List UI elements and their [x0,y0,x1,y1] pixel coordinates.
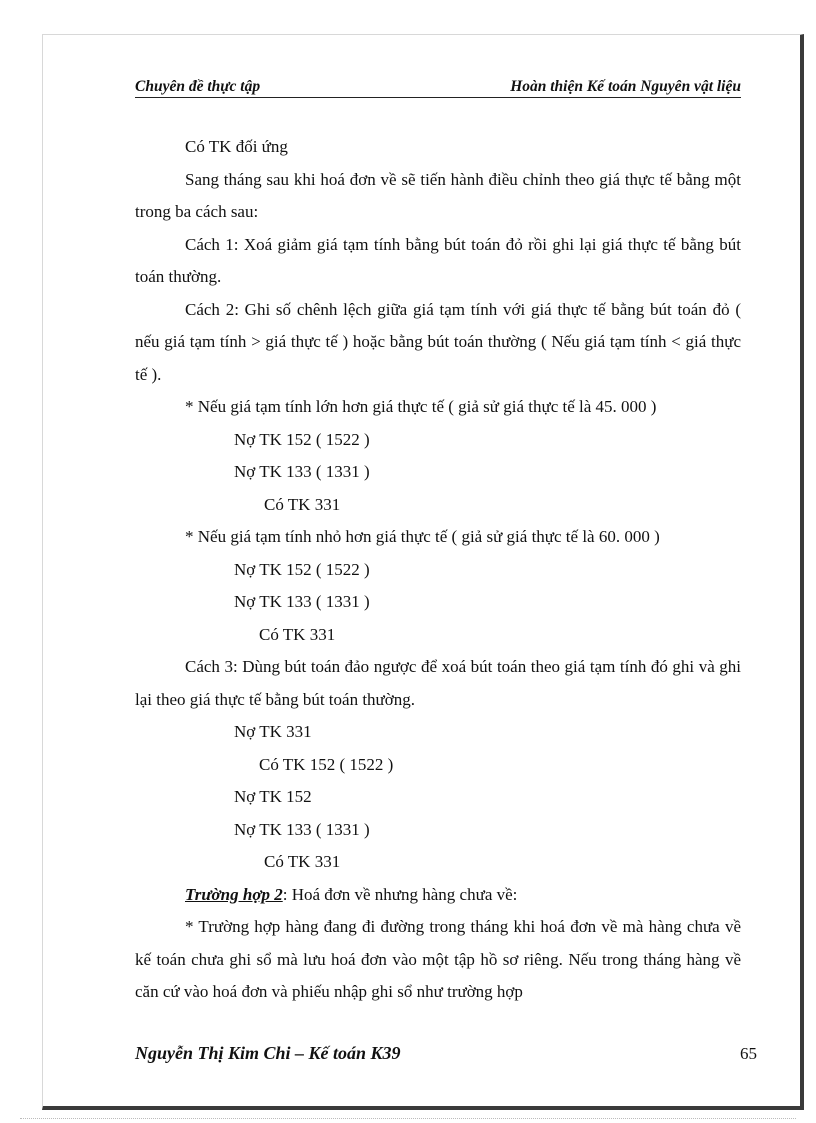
journal-entry: Có TK 331 [264,494,341,514]
journal-entry: Nợ TK 331 [234,722,312,741]
journal-entry: Có TK 331 [264,852,341,871]
journal-entry: Nợ TK 152 ( 1522 ) [234,559,370,579]
text-line: * Nếu giá tạm tính lớn hơn giá thực tế ( giả sử giá thực tế là 45. 000 ) [185,397,657,416]
journal-entry: Nợ TK 133 ( 1331 ) [234,462,370,481]
header-right: Hoàn thiện Kế toán Nguyên vật liệu [510,78,741,95]
journal-entry: Nợ TK 133 ( 1331 ) [234,592,370,611]
journal-entry: Nợ TK 133 ( 1331 ) [234,819,370,839]
text-line: Có TK đối ứng [185,137,288,156]
case-label: Trường hợp 2 [185,884,283,904]
case-heading [135,879,741,912]
page-footer [135,1043,757,1064]
journal-entry: Có TK 331 [259,624,336,644]
paragraph: Sang tháng sau khi hoá đơn về sẽ tiến hành điều chỉnh theo giá thực tế bằng một trong ba cách sau: [135,169,741,221]
paragraph: Cách 1: Xoá giảm giá tạm tính bằng bút toán đỏ rồi ghi lại giá thực tế bằng bút toán thường. [135,234,741,286]
header-left: Chuyên đề thực tập [135,78,261,95]
page-header [135,78,741,98]
paragraph: Cách 2: Ghi số chênh lệch giữa giá tạm tính với giá thực tế bằng bút toán đỏ ( nếu giá tạm tính > giá thực tế ) hoặc bằng bút toán thường ( Nếu giá tạm tính < giá thực tế ). [135,299,741,384]
document-body [135,131,741,1009]
text-line: * Nếu giá tạm tính nhỏ hơn giá thực tế ( giả sử giá thực tế là 60. 000 ) [185,527,660,546]
journal-entry: Nợ TK 152 ( 1522 ) [234,429,370,449]
journal-entry: Có TK 152 ( 1522 ) [259,754,394,774]
bottom-dotted-line [20,1118,796,1119]
footer-author: Nguyễn Thị Kim Chi – Kế toán K39 [135,1043,401,1063]
journal-entry: Nợ TK 152 [234,787,312,806]
page-number: 65 [740,1044,757,1063]
paragraph: Cách 3: Dùng bút toán đảo ngược để xoá bút toán theo giá tạm tính đó ghi và ghi lại theo giá thực tế bằng bút toán thường. [135,657,741,709]
paragraph: * Trường hợp hàng đang đi đường trong tháng khi hoá đơn về mà hàng chưa về kế toán chưa ghi sổ mà lưu hoá đơn vào một tập hồ sơ riêng. Nếu trong tháng hàng về căn cứ vào hoá đơn và phiếu nhập ghi sổ như trường hợp [135,917,741,1001]
case-text: : Hoá đơn về nhưng hàng chưa về: [282,884,518,904]
